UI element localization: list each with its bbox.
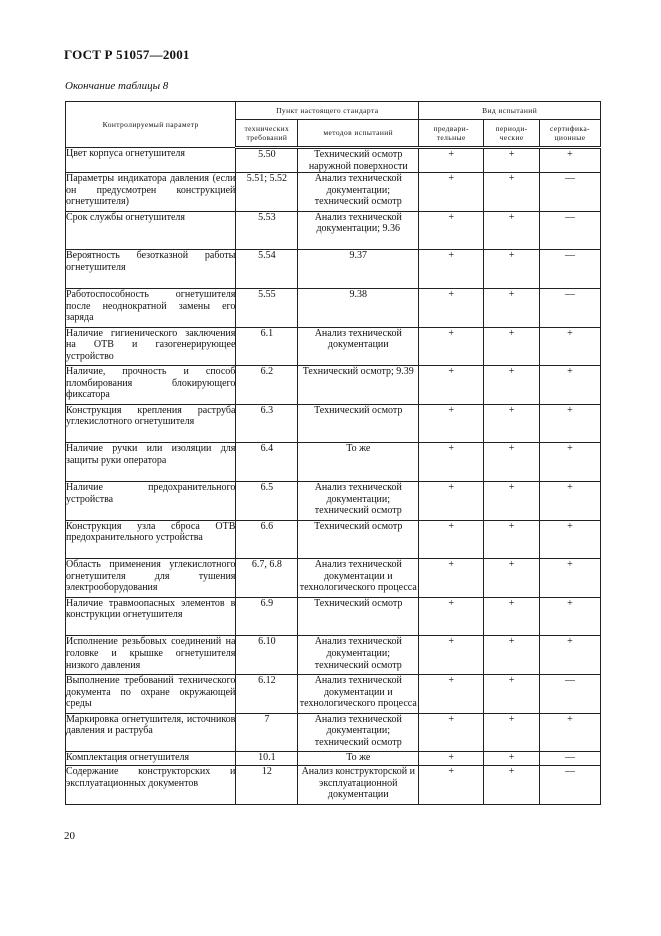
certification-mark: + [540, 597, 601, 636]
certification-mark: + [540, 636, 601, 675]
certification-mark: + [540, 404, 601, 443]
periodic-mark: + [484, 713, 540, 752]
method-cell: 9.37 [298, 250, 419, 289]
header-preliminary: предвари-тельные [419, 120, 484, 148]
header-parameter: Контролируемый параметр [66, 102, 236, 148]
periodic-mark: + [484, 148, 540, 173]
clause-cell: 6.2 [236, 366, 298, 405]
method-cell: Анализ конструкторской и эксплуатационной документации [298, 766, 419, 805]
clause-cell: 6.9 [236, 597, 298, 636]
method-cell: Анализ технической документации [298, 327, 419, 366]
param-cell: Исполнение резьбовых соединений на головке и крышке огнетушителя низкого давления [66, 636, 236, 675]
periodic-mark: + [484, 520, 540, 559]
test-table [65, 101, 601, 805]
periodic-mark: + [484, 288, 540, 327]
param-cell: Наличие травмоопасных элементов в конструкции огнетушителя [66, 597, 236, 636]
param-cell: Наличие гигиенического заключения на ОТВ и газогенерирующее устройство [66, 327, 236, 366]
periodic-mark: + [484, 327, 540, 366]
certification-mark: + [540, 366, 601, 405]
method-cell: Анализ технической документации и технологического процесса [298, 559, 419, 598]
method-cell: Анализ технической документации и технологического процесса [298, 674, 419, 713]
header-tech-req: технических требований [236, 120, 298, 148]
table-row [66, 288, 601, 327]
clause-cell: 6.5 [236, 481, 298, 520]
method-cell: Анализ технической документации; технический осмотр [298, 636, 419, 675]
preliminary-mark: + [419, 173, 484, 212]
table-row [66, 443, 601, 482]
certification-mark: — [540, 288, 601, 327]
preliminary-mark: + [419, 713, 484, 752]
page-number: 20 [64, 830, 75, 842]
clause-cell: 6.4 [236, 443, 298, 482]
clause-cell: 6.10 [236, 636, 298, 675]
certification-mark: + [540, 559, 601, 598]
param-cell: Наличие, прочность и способ пломбирования блокирующего фиксатора [66, 366, 236, 405]
method-cell: Анализ технической документации; технический осмотр [298, 713, 419, 752]
certification-mark: — [540, 250, 601, 289]
table-row [66, 766, 601, 805]
clause-cell: 5.51; 5.52 [236, 173, 298, 212]
method-cell: Технический осмотр [298, 597, 419, 636]
header-test-group: Вид испытаний [419, 102, 601, 120]
preliminary-mark: + [419, 559, 484, 598]
preliminary-mark: + [419, 148, 484, 173]
table-row [66, 713, 601, 752]
certification-mark: — [540, 752, 601, 766]
periodic-mark: + [484, 674, 540, 713]
preliminary-mark: + [419, 481, 484, 520]
table-row [66, 674, 601, 713]
preliminary-mark: + [419, 752, 484, 766]
certification-mark: + [540, 713, 601, 752]
document-title: ГОСТ Р 51057—2001 [64, 47, 190, 62]
method-cell: Анализ технической документации; технический осмотр [298, 481, 419, 520]
clause-cell: 12 [236, 766, 298, 805]
table-row [66, 148, 601, 173]
preliminary-mark: + [419, 288, 484, 327]
certification-mark: + [540, 443, 601, 482]
table-row [66, 173, 601, 212]
table-row [66, 752, 601, 766]
certification-mark: + [540, 327, 601, 366]
preliminary-mark: + [419, 366, 484, 405]
param-cell: Комплектация огнетушителя [66, 752, 236, 766]
preliminary-mark: + [419, 250, 484, 289]
param-cell: Вероятность безотказной работы огнетушителя [66, 250, 236, 289]
table-row [66, 366, 601, 405]
method-cell: Технический осмотр наружной поверхности [298, 148, 419, 173]
table-row [66, 520, 601, 559]
certification-mark: — [540, 173, 601, 212]
param-cell: Наличие ручки или изоляции для защиты руки оператора [66, 443, 236, 482]
clause-cell: 6.7, 6.8 [236, 559, 298, 598]
param-cell: Конструкция узла сброса ОТВ предохранительного устройства [66, 520, 236, 559]
preliminary-mark: + [419, 597, 484, 636]
param-cell: Цвет корпуса огнетушителя [66, 148, 236, 173]
periodic-mark: + [484, 366, 540, 405]
header-test-methods: методов испытаний [298, 120, 419, 148]
table-row [66, 559, 601, 598]
table-caption: Окончание таблицы 8 [65, 80, 169, 92]
clause-cell: 7 [236, 713, 298, 752]
certification-mark: + [540, 481, 601, 520]
param-cell: Содержание конструкторских и эксплуатационных документов [66, 766, 236, 805]
certification-mark: — [540, 211, 601, 250]
preliminary-mark: + [419, 443, 484, 482]
table-row [66, 636, 601, 675]
periodic-mark: + [484, 211, 540, 250]
periodic-mark: + [484, 636, 540, 675]
preliminary-mark: + [419, 520, 484, 559]
table-row [66, 211, 601, 250]
table-row [66, 597, 601, 636]
method-cell: Технический осмотр [298, 520, 419, 559]
param-cell: Область применения углекислотного огнетушителя для тушения электрооборудования [66, 559, 236, 598]
clause-cell: 5.50 [236, 148, 298, 173]
method-cell: Анализ технической документации; технический осмотр [298, 173, 419, 212]
param-cell: Работоспособность огнетушителя после неоднократной замены его заряда [66, 288, 236, 327]
param-cell: Конструкция крепления раструба углекислотного огнетушителя [66, 404, 236, 443]
header-periodic: периоди-ческие [484, 120, 540, 148]
param-cell: Срок службы огнетушителя [66, 211, 236, 250]
method-cell: 9.38 [298, 288, 419, 327]
preliminary-mark: + [419, 636, 484, 675]
certification-mark: — [540, 674, 601, 713]
periodic-mark: + [484, 766, 540, 805]
preliminary-mark: + [419, 327, 484, 366]
preliminary-mark: + [419, 404, 484, 443]
clause-cell: 5.53 [236, 211, 298, 250]
periodic-mark: + [484, 559, 540, 598]
table-row [66, 481, 601, 520]
periodic-mark: + [484, 250, 540, 289]
certification-mark: + [540, 520, 601, 559]
certification-mark: + [540, 148, 601, 173]
header-clause-group: Пункт настоящего стандарта [236, 102, 419, 120]
preliminary-mark: + [419, 766, 484, 805]
param-cell: Наличие предохранительного устройства [66, 481, 236, 520]
clause-cell: 6.1 [236, 327, 298, 366]
param-cell: Маркировка огнетушителя, источников давления и раструба [66, 713, 236, 752]
periodic-mark: + [484, 481, 540, 520]
preliminary-mark: + [419, 211, 484, 250]
periodic-mark: + [484, 173, 540, 212]
clause-cell: 10.1 [236, 752, 298, 766]
preliminary-mark: + [419, 674, 484, 713]
header-certification: сертифика-ционные [540, 120, 601, 148]
clause-cell: 6.6 [236, 520, 298, 559]
table-row [66, 327, 601, 366]
param-cell: Выполнение требований технического документа по охране окружающей среды [66, 674, 236, 713]
clause-cell: 6.12 [236, 674, 298, 713]
param-cell: Параметры индикатора давления (если он предусмотрен конструкцией огнетушителя) [66, 173, 236, 212]
periodic-mark: + [484, 752, 540, 766]
certification-mark: — [540, 766, 601, 805]
method-cell: Анализ технической документации; 9.36 [298, 211, 419, 250]
method-cell: То же [298, 752, 419, 766]
periodic-mark: + [484, 404, 540, 443]
clause-cell: 6.3 [236, 404, 298, 443]
method-cell: Технический осмотр [298, 404, 419, 443]
method-cell: Технический осмотр; 9.39 [298, 366, 419, 405]
clause-cell: 5.54 [236, 250, 298, 289]
periodic-mark: + [484, 597, 540, 636]
table-body [66, 148, 601, 805]
table-row [66, 404, 601, 443]
table-row [66, 250, 601, 289]
clause-cell: 5.55 [236, 288, 298, 327]
method-cell: То же [298, 443, 419, 482]
periodic-mark: + [484, 443, 540, 482]
